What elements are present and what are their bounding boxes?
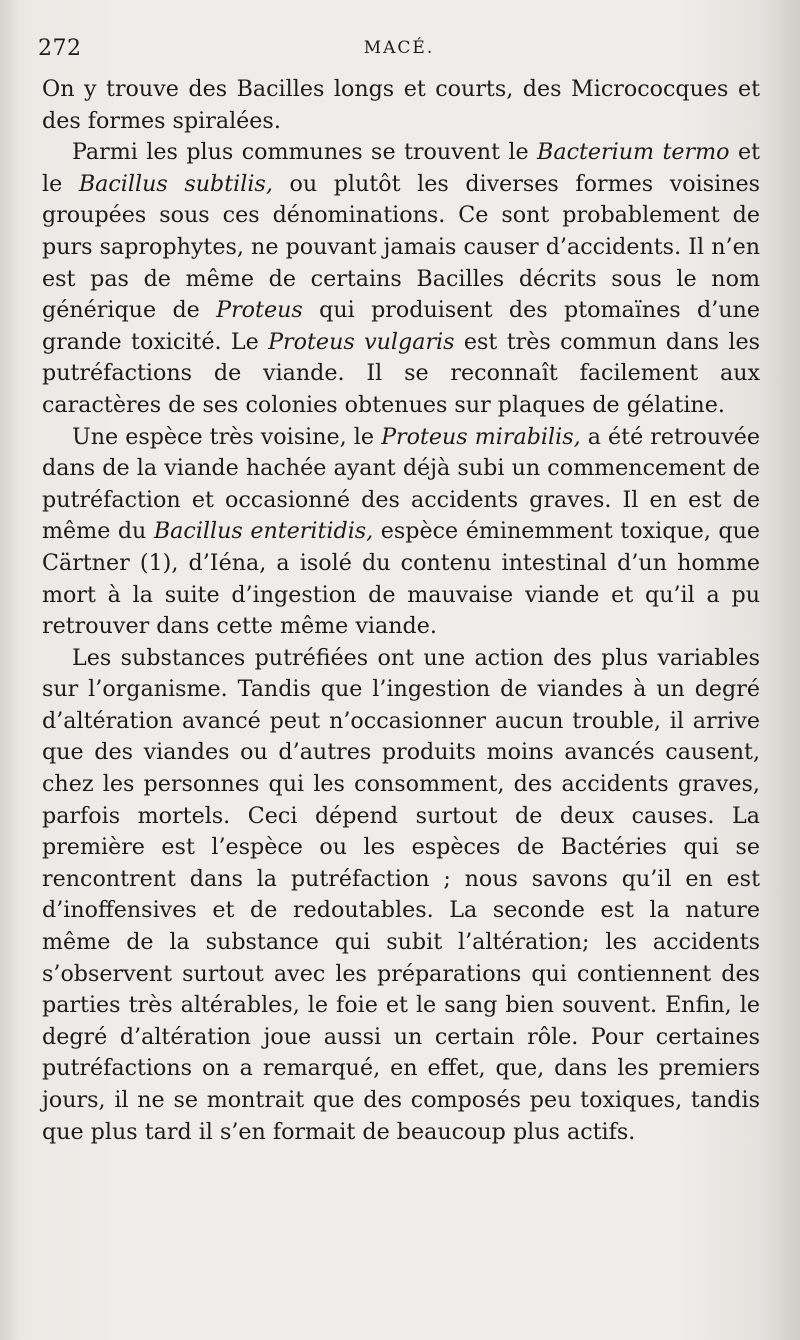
italic-term: Bacterium termo <box>537 139 730 166</box>
paragraph <box>42 74 760 137</box>
page-header <box>38 36 760 66</box>
page-number: 272 <box>38 36 82 61</box>
text-run: et le <box>42 139 760 197</box>
italic-term: Proteus <box>216 297 303 324</box>
text-run: qui produisent des ptomaïnes d’une grande toxicité. Le <box>42 297 760 355</box>
body-text <box>42 74 760 1148</box>
text-run: espèce éminemment toxique, que Cärtner (1), d’Iéna, a isolé du contenu intestinal d’un homme mort à la suite d’ingestion de mauvaise viande et qu’il a pu retrouver dans cette même viande. <box>42 518 761 640</box>
running-head: MACÉ. <box>363 38 435 58</box>
paragraph <box>42 137 760 421</box>
italic-term: Bacillus enteritidis, <box>153 518 374 545</box>
text-run: Parmi les plus communes se trouvent le <box>72 139 538 166</box>
paragraph <box>42 643 760 1149</box>
text-run: a été retrouvée dans de la viande hachée ayant déjà subi un commencement de putréfaction et occasionné des accidents graves. Il en est de même du <box>42 423 760 545</box>
italic-term: Proteus vulgaris <box>268 328 455 355</box>
text-run: est très commun dans les putréfactions de viande. Il se reconnaît facilement aux caractères de ses colonies obtenues sur plaques de gélatine. <box>42 328 760 418</box>
italic-term: Proteus mirabilis, <box>381 423 581 450</box>
text-run: Les substances putréfiées ont une action des plus variables sur l’organisme. Tandis que l’ingestion de viandes à un degré d’altération avancé peut n’occasionner aucun trouble, il arrive que des viandes ou d’autres produits moins avancés causent, chez les personnes qui les consomment, des accidents graves, parfois mortels. Ceci dépend surtout de deux causes. La première est l’espèce ou les espèces de Bactéries qui se rencontrent dans la putréfaction ; nous savons qu’il en est d’inoffensives et de redoutables. La seconde est la nature même de la substance qui subit l’altération; les accidents s’observent surtout avec les préparations qui contiennent des parties très altérables, le foie et le sang bien souvent. Enfin, le degré d’altération joue aussi un certain rôle. Pour certaines putréfactions on a remarqué, en effet, que, dans les premiers jours, il ne se montrait que des composés peu toxiques, tandis que plus tard il s’en formait de beaucoup plus actifs. <box>42 644 760 1145</box>
text-run: ou plutôt les diverses formes voisines groupées sous ces dénominations. Ce sont probablement de purs saprophytes, ne pouvant jamais causer d’accidents. Il n’en est pas de même de certains Bacilles décrits sous le nom générique de <box>42 170 760 324</box>
text-run: Une espèce très voisine, le <box>72 423 382 450</box>
paragraph <box>42 422 760 643</box>
text-run: On y trouve des Bacilles longs et courts, des Micrococques et des formes spiralées. <box>42 76 760 134</box>
italic-term: Bacillus subtilis, <box>78 170 273 197</box>
